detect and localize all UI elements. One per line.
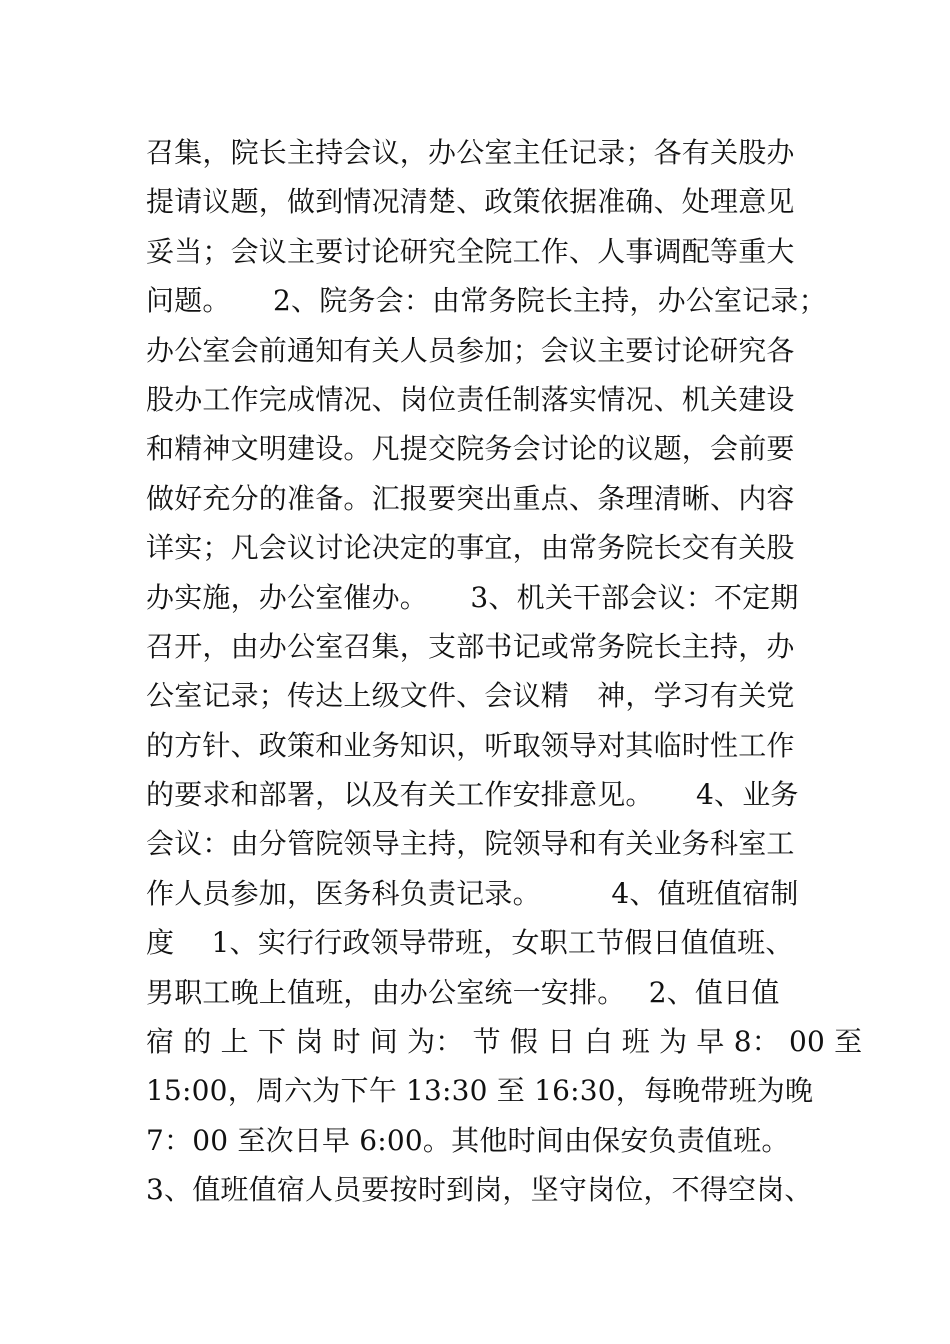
text-line: 度 1、实行行政领导带班，女职工节假日值值班、 <box>146 926 794 960</box>
text-line: 召开，由办公室召集，支部书记或常务院长主持，办 <box>146 629 795 663</box>
text-line: 的要求和部署，以及有关工作安排意见。 4、业务 <box>146 778 799 812</box>
text-line: 7：00 至次日早 6:00。其他时间由保安负责值班。 <box>146 1123 790 1157</box>
text-line: 男职工晚上值班，由办公室统一安排。 2、值日值 <box>146 975 780 1009</box>
text-line: 宿 的 上 下 岗 时 间 为： 节 假 日 白 班 为 早 8： 00 至 <box>146 1025 863 1059</box>
text-line: 办公室会前通知有关人员参加；会议主要讨论研究各 <box>146 333 795 367</box>
text-line: 召集，院长主持会议，办公室主任记录；各有关股办 <box>146 136 795 169</box>
text-line: 的方针、政策和业务知识，听取领导对其临时性工作 <box>146 728 795 762</box>
body-text <box>146 128 863 1215</box>
text-line: 会议：由分管院领导主持，院领导和有关业务科室工 <box>146 827 795 861</box>
text-line: 提请议题，做到情况清楚、政策依据准确、处理意见 <box>146 185 795 219</box>
text-line: 股办工作完成情况、岗位责任制落实情况、机关建设 <box>146 382 795 416</box>
text-line: 15:00，周六为下午 13:30 至 16:30，每晚带班为晚 <box>146 1074 814 1108</box>
text-line: 做好充分的准备。汇报要突出重点、条理清晰、内容 <box>146 481 795 515</box>
text-line: 和精神文明建设。凡提交院务会讨论的议题，会前要 <box>146 432 795 466</box>
text-line: 作人员参加，医务科负责记录。 4、值班值宿制 <box>146 876 799 910</box>
text-line: 公室记录；传达上级文件、会议精 神，学习有关党 <box>146 679 795 713</box>
text-line: 详实；凡会议讨论决定的事宜，由常务院长交有关股 <box>146 531 795 565</box>
text-line: 问题。 2、院务会：由常务院长主持，办公室记录； <box>146 284 827 318</box>
text-line: 办实施，办公室催办。 3、机关干部会议：不定期 <box>146 580 799 614</box>
text-line: 妥当；会议主要讨论研究全院工作、人事调配等重大 <box>146 234 795 268</box>
text-line: 3、值班值宿人员要按时到岗，坚守岗位，不得空岗、 <box>146 1173 813 1207</box>
